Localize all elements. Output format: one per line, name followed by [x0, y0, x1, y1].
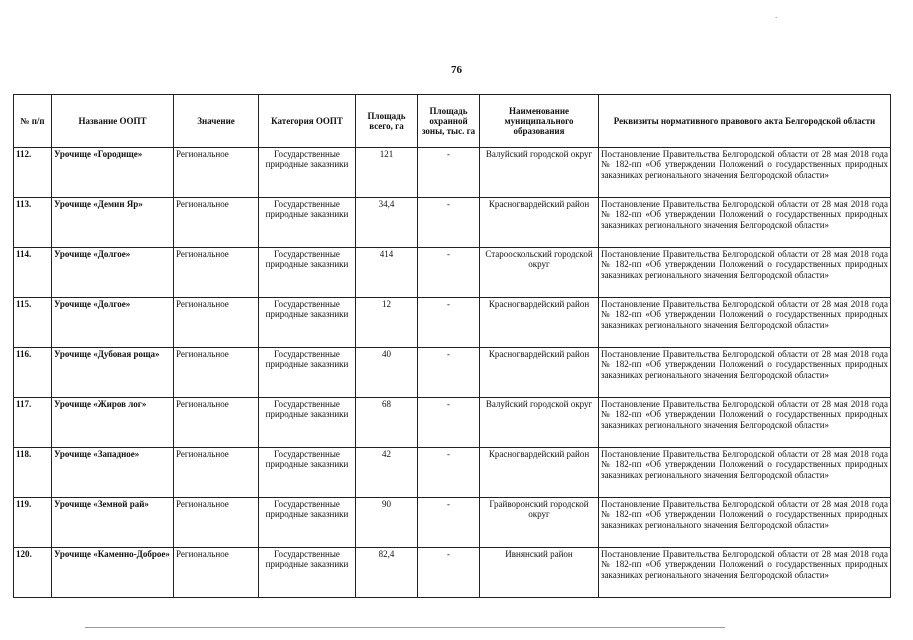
page-number: 76 [451, 64, 462, 76]
buffer-area: - [418, 348, 480, 398]
category: Государственные природные заказники [259, 198, 356, 248]
buffer-area: - [418, 198, 480, 248]
area-name: Урочище «Демин Яр» [52, 198, 174, 248]
municipality: Валуйский городской округ [480, 398, 599, 448]
total-area: 12 [356, 298, 418, 348]
table-row [14, 198, 891, 248]
header-category: Категория ООПТ [259, 95, 356, 148]
significance: Региональное [174, 248, 259, 298]
total-area: 42 [356, 448, 418, 498]
significance: Региональное [174, 398, 259, 448]
table-row [14, 498, 891, 548]
significance: Региональное [174, 148, 259, 198]
table-row [14, 148, 891, 198]
legal-act: Постановление Правительства Белгородской области от 28 мая 2018 года № 182-пп «Об утверждении Положений о государственных природных заказниках регионального значения Белгородской области» [599, 248, 891, 298]
significance: Региональное [174, 348, 259, 398]
buffer-area: - [418, 498, 480, 548]
row-number: 120. [14, 548, 52, 598]
municipality: Красногвардейский район [480, 198, 599, 248]
table-row [14, 448, 891, 498]
category: Государственные природные заказники [259, 498, 356, 548]
buffer-area: - [418, 148, 480, 198]
municipality: Старооскольский городской округ [480, 248, 599, 298]
significance: Региональное [174, 298, 259, 348]
table-row [14, 548, 891, 598]
header-legal-act: Реквизиты нормативного правового акта Белгородской области [599, 95, 891, 148]
header-number: № п/п [14, 95, 52, 148]
category: Государственные природные заказники [259, 148, 356, 198]
category: Государственные природные заказники [259, 448, 356, 498]
table-row [14, 398, 891, 448]
category: Государственные природные заказники [259, 398, 356, 448]
legal-act: Постановление Правительства Белгородской области от 28 мая 2018 года № 182-пп «Об утверждении Положений о государственных природных заказниках регионального значения Белгородской области» [599, 298, 891, 348]
legal-act: Постановление Правительства Белгородской области от 28 мая 2018 года № 182-пп «Об утверждении Положений о государственных природных заказниках регионального значения Белгородской области» [599, 448, 891, 498]
row-number: 114. [14, 248, 52, 298]
bottom-scan-line [85, 627, 725, 628]
area-name: Урочище «Долгое» [52, 298, 174, 348]
total-area: 90 [356, 498, 418, 548]
legal-act: Постановление Правительства Белгородской области от 28 мая 2018 года № 182-пп «Об утверждении Положений о государственных природных заказниках регионального значения Белгородской области» [599, 548, 891, 598]
legal-act: Постановление Правительства Белгородской области от 28 мая 2018 года № 182-пп «Об утверждении Положений о государственных природных заказниках регионального значения Белгородской области» [599, 198, 891, 248]
row-number: 118. [14, 448, 52, 498]
significance: Региональное [174, 548, 259, 598]
legal-act: Постановление Правительства Белгородской области от 28 мая 2018 года № 182-пп «Об утверждении Положений о государственных природных заказниках регионального значения Белгородской области» [599, 498, 891, 548]
total-area: 34,4 [356, 198, 418, 248]
municipality: Грайворонский городской округ [480, 498, 599, 548]
protected-areas-table [13, 94, 891, 598]
area-name: Урочище «Каменно-Доброе» [52, 548, 174, 598]
row-number: 115. [14, 298, 52, 348]
header-name: Название ООПТ [52, 95, 174, 148]
row-number: 112. [14, 148, 52, 198]
buffer-area: - [418, 448, 480, 498]
buffer-area: - [418, 248, 480, 298]
municipality: Красногвардейский район [480, 448, 599, 498]
total-area: 40 [356, 348, 418, 398]
legal-act: Постановление Правительства Белгородской области от 28 мая 2018 года № 182-пп «Об утверждении Положений о государственных природных заказниках регионального значения Белгородской области» [599, 348, 891, 398]
significance: Региональное [174, 498, 259, 548]
area-name: Урочище «Земной рай» [52, 498, 174, 548]
total-area: 68 [356, 398, 418, 448]
area-name: Урочище «Жиров лог» [52, 398, 174, 448]
category: Государственные природные заказники [259, 298, 356, 348]
table-header-row [14, 95, 891, 148]
row-number: 119. [14, 498, 52, 548]
significance: Региональное [174, 448, 259, 498]
legal-act: Постановление Правительства Белгородской области от 28 мая 2018 года № 182-пп «Об утверждении Положений о государственных природных заказниках регионального значения Белгородской области» [599, 398, 891, 448]
area-name: Урочище «Дубовая роща» [52, 348, 174, 398]
area-name: Урочище «Городище» [52, 148, 174, 198]
municipality: Красногвардейский район [480, 298, 599, 348]
header-significance: Значение [174, 95, 259, 148]
table-row [14, 248, 891, 298]
total-area: 121 [356, 148, 418, 198]
table-row [14, 298, 891, 348]
buffer-area: - [418, 548, 480, 598]
category: Государственные природные заказники [259, 248, 356, 298]
header-municipality: Наименование муниципального образования [480, 95, 599, 148]
corner-mark: . [775, 10, 778, 20]
category: Государственные природные заказники [259, 548, 356, 598]
area-name: Урочище «Долгое» [52, 248, 174, 298]
buffer-area: - [418, 298, 480, 348]
significance: Региональное [174, 198, 259, 248]
total-area: 414 [356, 248, 418, 298]
area-name: Урочище «Западное» [52, 448, 174, 498]
legal-act: Постановление Правительства Белгородской области от 28 мая 2018 года № 182-пп «Об утверждении Положений о государственных природных заказниках регионального значения Белгородской области» [599, 148, 891, 198]
municipality: Валуйский городской округ [480, 148, 599, 198]
total-area: 82,4 [356, 548, 418, 598]
municipality: Красногвардейский район [480, 348, 599, 398]
row-number: 116. [14, 348, 52, 398]
row-number: 113. [14, 198, 52, 248]
category: Государственные природные заказники [259, 348, 356, 398]
table-row [14, 348, 891, 398]
row-number: 117. [14, 398, 52, 448]
header-total-area: Площадь всего, га [356, 95, 418, 148]
municipality: Ивнянский район [480, 548, 599, 598]
header-buffer-area: Площадь охранной зоны, тыс. га [418, 95, 480, 148]
buffer-area: - [418, 398, 480, 448]
